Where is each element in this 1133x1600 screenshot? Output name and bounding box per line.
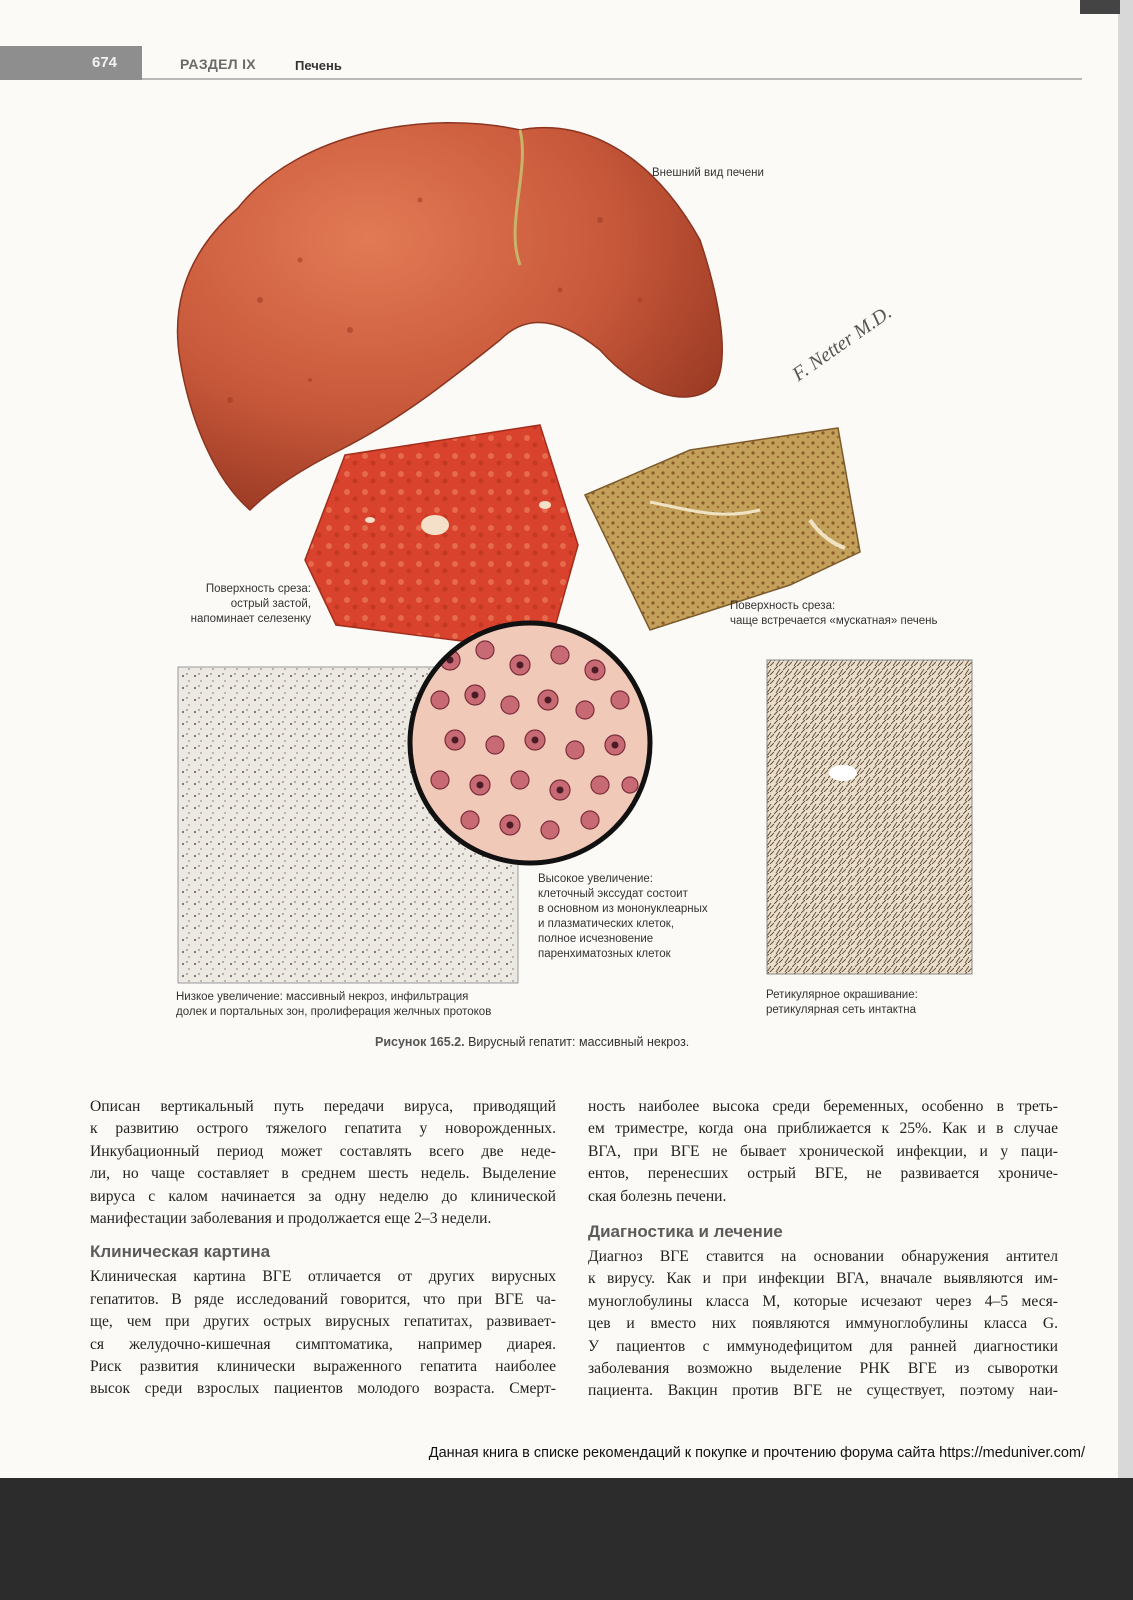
heading-clinical-picture: Клиническая картина <box>90 1242 271 1262</box>
paragraph: Описан вертикальный путь передачи вируса, приводящий к развитию острого тяжелого гепатита у новорожденных. Инкубационный период может составлять всего две неде- ли, но чаще составляет в среднем шесть недель. Выделение вируса с калом начинается за одну неделю до клинической манифестации заболевания и продолжается еще 2–3 недели. <box>90 1098 556 1228</box>
label-high-magnification: Высокое увеличение: клеточный экссудат состоит в основном из мононуклеарных и плазматических клеток, полное исчезновение паренхиматозных клеток <box>538 873 708 960</box>
figure-illustration <box>0 80 1110 1010</box>
page-number: 674 <box>0 46 142 80</box>
figure-caption <box>375 1035 689 1049</box>
page-edge-shadow <box>1118 0 1133 1600</box>
paragraph: ность наиболее высока среди беременных, особенно в треть- ем триместре, когда она приближается к 25%. Как и в случае ВГА, при ВГЕ не бывает хронической инфекции, и у паци- ентов, перенесших острый ВГЕ, не развивается хрониче- ская болезнь печени. <box>588 1098 1058 1205</box>
chapter-title: Печень <box>295 58 342 73</box>
scan-corner-shadow <box>1080 0 1120 14</box>
paragraph: Диагноз ВГЕ ставится на основании обнаружения антител к вирусу. Как и при инфекции ВГА, вначале выявляются им- муноглобулины класса М, которые исчезают через 4–5 меся- цев и вместо них появляются иммуноглобулины класса G. У пациентов с иммунодефицитом для ранней диагностики заболевания возможно выделение РНК ВГЕ из сыворотки пациента. Вакцин против ВГЕ не существует, поэтому наи- <box>588 1248 1058 1400</box>
right-column <box>588 1096 1058 1403</box>
paragraph: Клиническая картина ВГЕ отличается от других вирусных гепатитов. В ряде исследований говорится, что при ВГЕ ча- ще, чем при других острых вирусных гепатитах, развивает- ся желудочно-кишечная симптоматика, например диарея. Риск развития клинически выраженного гепатита наиболее высок среди взрослых пациентов молодого возраста. Смерт- <box>90 1268 556 1398</box>
figure-caption-text: Вирусный гепатит: массивный некроз. <box>468 1035 690 1049</box>
heading-diagnostics: Диагностика и лечение <box>588 1222 783 1242</box>
left-column <box>90 1096 556 1401</box>
label-low-magnification: Низкое увеличение: массивный некроз, инфильтрация долек и портальных зон, пролиферация желчных протоков <box>176 991 492 1018</box>
label-reticular-stain: Ретикулярное окрашивание: ретикулярная сеть интактна <box>766 989 918 1016</box>
label-external-view: Внешний вид печени <box>652 167 764 179</box>
congested-cut-surface-illustration <box>305 425 578 652</box>
label-cut-surface-nutmeg: Поверхность среза: чаще встречается «мускатная» печень <box>730 600 938 627</box>
reticular-stain-micrograph <box>767 660 972 974</box>
footnote-watermark: Данная книга в списке рекомендаций к покупке и прочтению форума сайта https://meduniver.com/ <box>428 1445 1085 1461</box>
section-title: РАЗДЕЛ IX <box>180 56 256 72</box>
label-cut-surface-congestion: Поверхность среза: острый застой, напоминает селезенку <box>190 583 311 625</box>
scan-bottom-shadow <box>0 1478 1133 1600</box>
netter-signature: F. Netter M.D. <box>788 301 896 386</box>
figure-caption-label: Рисунок 165.2. <box>375 1035 465 1049</box>
central-vein <box>829 765 857 781</box>
